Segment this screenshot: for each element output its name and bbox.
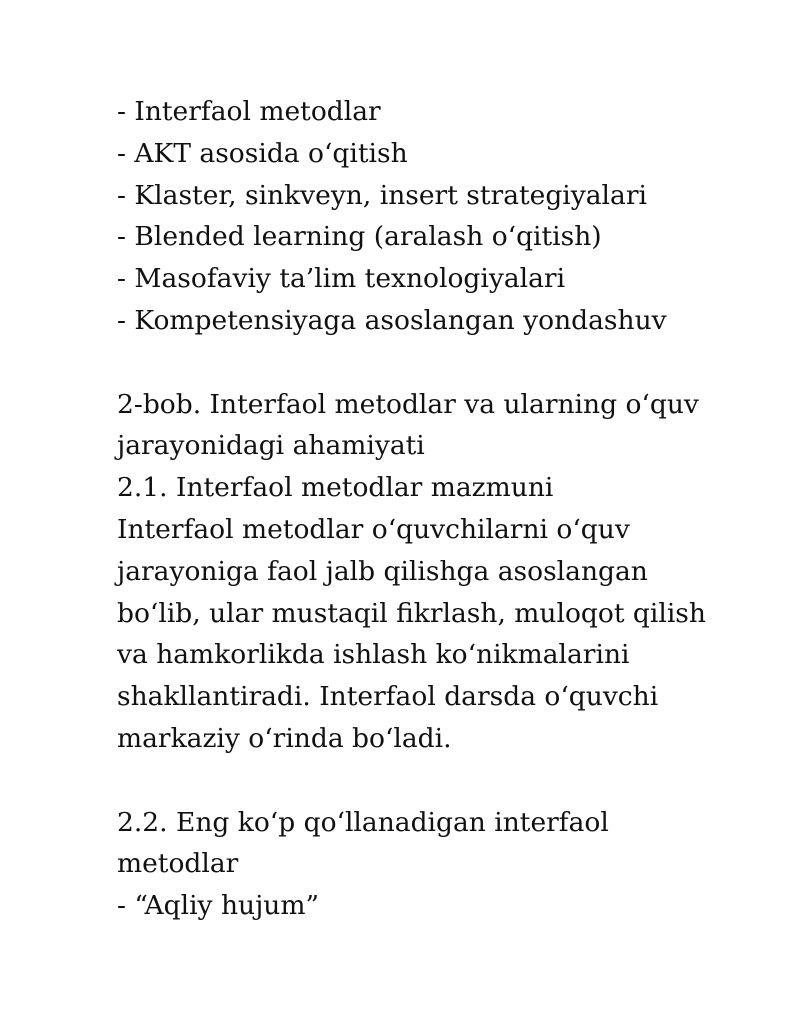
- list-item: - Klaster, sinkveyn, insert strategiyalari: [117, 179, 647, 211]
- chapter-heading-line: jarayonidagi ahamiyati: [117, 430, 425, 462]
- paragraph-line: shakllantiradi. Interfaol darsda o‘quvchi: [117, 681, 659, 713]
- blank-line: [117, 760, 737, 802]
- paragraph-line: bo‘lib, ular mustaqil fikrlash, muloqot qilish: [117, 597, 706, 629]
- chapter-heading: [117, 384, 737, 468]
- paragraph-line: markaziy o‘rinda bo‘ladi.: [117, 722, 452, 754]
- list-item: - Blended learning (aralash o‘qitish): [117, 221, 602, 253]
- list-item: - Kompetensiyaga asoslangan yondashuv: [117, 304, 667, 336]
- list-item: - Interfaol metodlar: [117, 96, 381, 127]
- section-title-line: metodlar: [117, 848, 239, 880]
- list-item: - AKT asosida o‘qitish: [117, 137, 408, 169]
- paragraph-line: jarayoniga faol jalb qilishga asoslangan: [117, 555, 648, 587]
- list-item: - “Aqliy hujum”: [117, 890, 320, 922]
- section-title: 2.1. Interfaol metodlar mazmuni: [117, 472, 554, 504]
- section-title-line: 2.2. Eng ko‘p qo‘llanadigan interfaol: [117, 806, 609, 838]
- document-body: [117, 91, 737, 927]
- chapter-heading-line: 2-bob. Interfaol metodlar va ularning o‘quv: [117, 388, 699, 420]
- paragraph-line: va hamkorlikda ishlash ko‘nikmalarini: [117, 639, 630, 671]
- section-2-1: [117, 467, 737, 760]
- method-list: [117, 91, 737, 342]
- section-2-2: [117, 802, 737, 927]
- list-item: - Masofaviy ta’lim texnologiyalari: [117, 263, 566, 295]
- paragraph-line: Interfaol metodlar o‘quvchilarni o‘quv: [117, 513, 630, 545]
- blank-line: [117, 342, 737, 384]
